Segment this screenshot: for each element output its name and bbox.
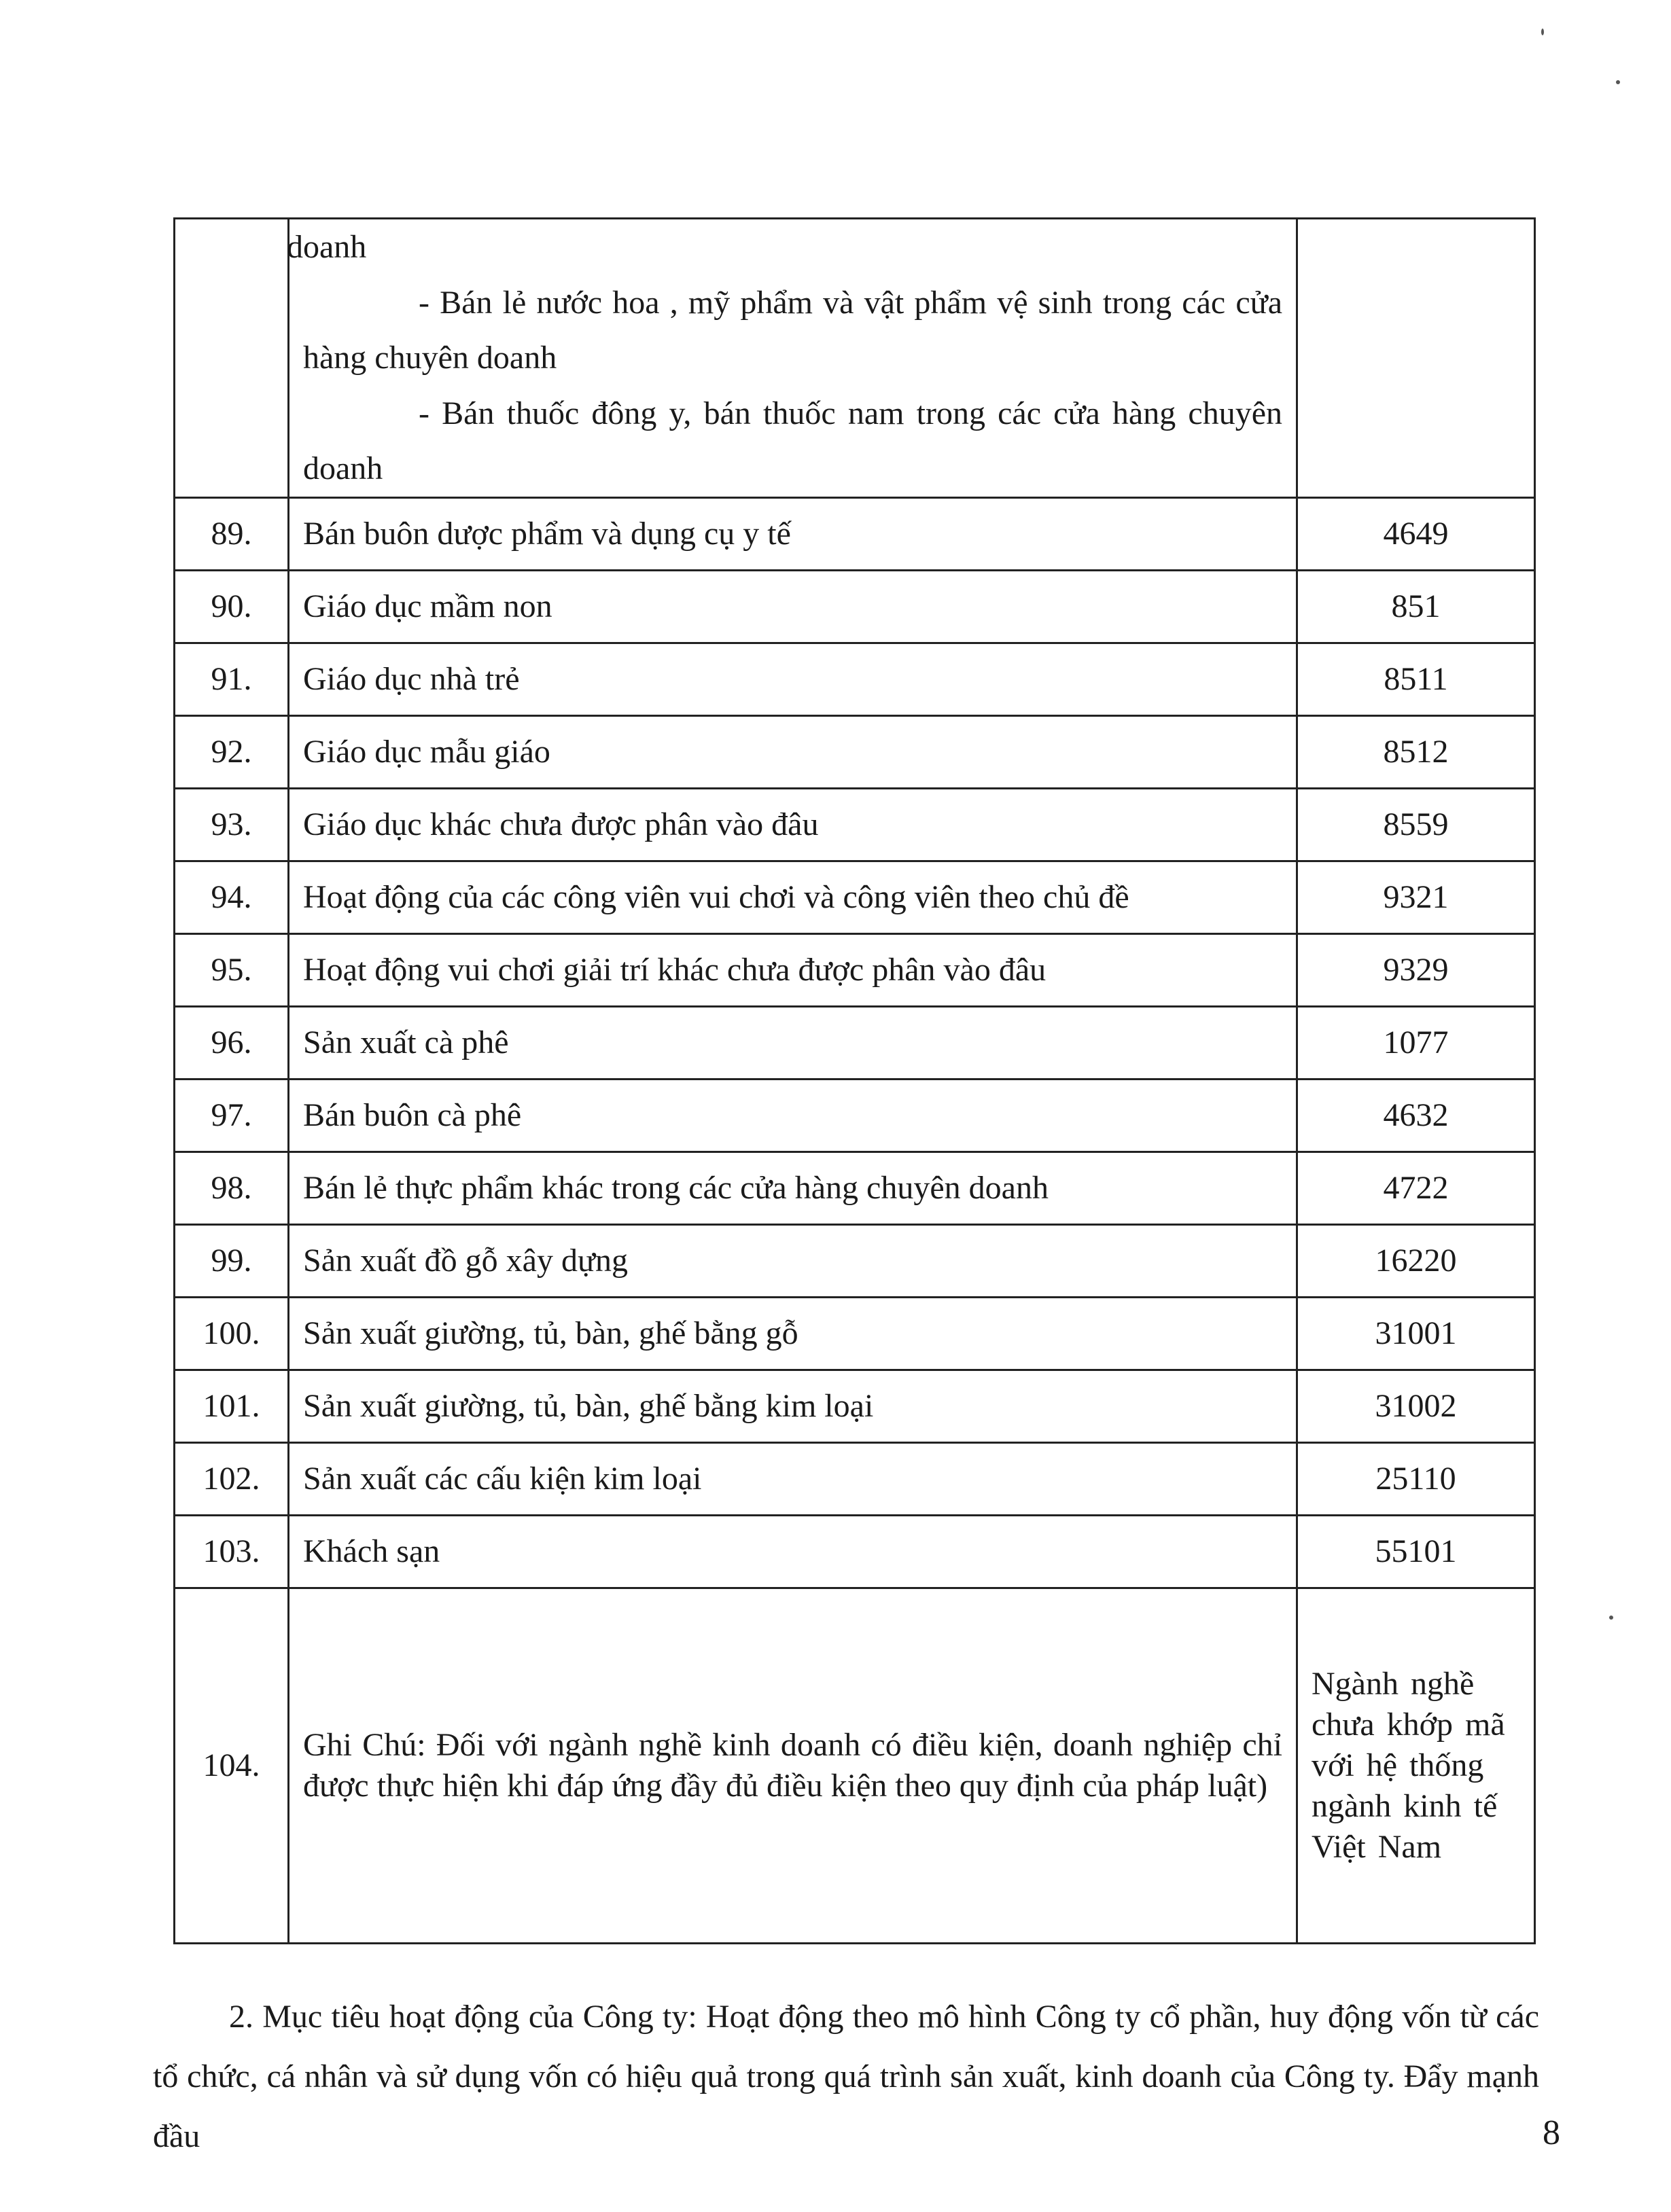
row-number: 92. [175, 715, 289, 788]
table-row [175, 1006, 1535, 1079]
table-row [175, 788, 1535, 861]
row-number: 94. [175, 861, 289, 933]
business-line-code: 55101 [1297, 1515, 1535, 1588]
business-line-code: 4722 [1297, 1152, 1535, 1224]
note-row [175, 1588, 1535, 1943]
business-line-code: 8512 [1297, 715, 1535, 788]
continuation-line: - Bán thuốc đông y, bán thuốc nam trong các cửa hàng chuyên doanh [303, 395, 1282, 487]
row-number: 91. [175, 643, 289, 715]
business-line-name: Sản xuất giường, tủ, bàn, ghế bằng kim loại [289, 1370, 1297, 1442]
business-line-code: 8511 [1297, 643, 1535, 715]
table-row [175, 643, 1535, 715]
business-line-code: 16220 [1297, 1224, 1535, 1297]
business-line-code: 8559 [1297, 788, 1535, 861]
business-line-name: Bán buôn dược phẩm và dụng cụ y tế [289, 497, 1297, 570]
row-number: 100. [175, 1297, 289, 1370]
table-row [175, 861, 1535, 933]
table-row [175, 1152, 1535, 1224]
business-line-name: Bán lẻ thực phẩm khác trong các cửa hàng chuyên doanh [289, 1152, 1297, 1224]
table-row [175, 570, 1535, 643]
business-line-name: Hoạt động vui chơi giải trí khác chưa được phân vào đâu [289, 933, 1297, 1006]
continuation-line: - Bán lẻ nước hoa , mỹ phẩm và vật phẩm vệ sinh trong các cửa hàng chuyên doanh [303, 284, 1282, 376]
row-number: 97. [175, 1079, 289, 1152]
table-row [175, 1442, 1535, 1515]
row-number: 101. [175, 1370, 289, 1442]
row-number: 90. [175, 570, 289, 643]
business-line-code: 851 [1297, 570, 1535, 643]
row-number: 93. [175, 788, 289, 861]
table-row [175, 715, 1535, 788]
row-number: 89. [175, 497, 289, 570]
table-row [175, 1079, 1535, 1152]
business-line-name: Sản xuất đồ gỗ xây dựng [289, 1224, 1297, 1297]
business-line-name: Sản xuất cà phê [289, 1006, 1297, 1079]
continuation-text-cell [289, 219, 1297, 498]
business-line-code: 1077 [1297, 1006, 1535, 1079]
business-line-code: 31002 [1297, 1370, 1535, 1442]
table-row [175, 1224, 1535, 1297]
business-line-code: 31001 [1297, 1297, 1535, 1370]
table-row [175, 1297, 1535, 1370]
row-number: 98. [175, 1152, 289, 1224]
continuation-line: doanh [287, 229, 367, 265]
table-row [175, 1515, 1535, 1588]
table-row [175, 1370, 1535, 1442]
business-line-name: Khách sạn [289, 1515, 1297, 1588]
continuation-code-cell [1297, 219, 1535, 498]
table-row [175, 497, 1535, 570]
business-line-name: Sản xuất các cấu kiện kim loại [289, 1442, 1297, 1515]
row-number: 103. [175, 1515, 289, 1588]
scan-speck [1609, 1616, 1613, 1620]
row-number: 99. [175, 1224, 289, 1297]
business-line-name: Hoạt động của các công viên vui chơi và công viên theo chủ đề [289, 861, 1297, 933]
continuation-number-cell [175, 219, 289, 498]
row-number: 95. [175, 933, 289, 1006]
note-code: Ngành nghề chưa khớp mã với hệ thống ngành kinh tế Việt Nam [1297, 1588, 1535, 1943]
continuation-row [175, 219, 1535, 498]
objective-paragraph [153, 1987, 1539, 2166]
scan-speck [1541, 29, 1544, 35]
row-number: 104. [175, 1588, 289, 1943]
scan-speck [1616, 80, 1620, 84]
business-line-code: 25110 [1297, 1442, 1535, 1515]
table-row [175, 933, 1535, 1006]
page-number: 8 [1543, 2113, 1560, 2152]
business-line-name: Giáo dục nhà trẻ [289, 643, 1297, 715]
row-number: 96. [175, 1006, 289, 1079]
business-line-name: Giáo dục khác chưa được phân vào đâu [289, 788, 1297, 861]
business-line-name: Giáo dục mẫu giáo [289, 715, 1297, 788]
business-line-code: 4649 [1297, 497, 1535, 570]
business-line-code: 9329 [1297, 933, 1535, 1006]
row-number: 102. [175, 1442, 289, 1515]
business-line-name: Sản xuất giường, tủ, bàn, ghế bằng gỗ [289, 1297, 1297, 1370]
business-line-name: Giáo dục mầm non [289, 570, 1297, 643]
business-lines-table [173, 217, 1536, 1944]
objective-text: 2. Mục tiêu hoạt động của Công ty: Hoạt động theo mô hình Công ty cổ phần, huy động vốn từ các tổ chức, cá nhân và sử dụng vốn có hiệu quả trong quá trình sản xuất, kinh doanh của Công ty. Đẩy mạnh đầu [153, 1999, 1539, 2154]
business-line-code: 9321 [1297, 861, 1535, 933]
business-line-code: 4632 [1297, 1079, 1535, 1152]
note-text: Ghi Chú: Đối với ngành nghề kinh doanh có điều kiện, doanh nghiệp chỉ được thực hiện khi đáp ứng đầy đủ điều kiện theo quy định của pháp luật) [289, 1588, 1297, 1943]
business-line-name: Bán buôn cà phê [289, 1079, 1297, 1152]
